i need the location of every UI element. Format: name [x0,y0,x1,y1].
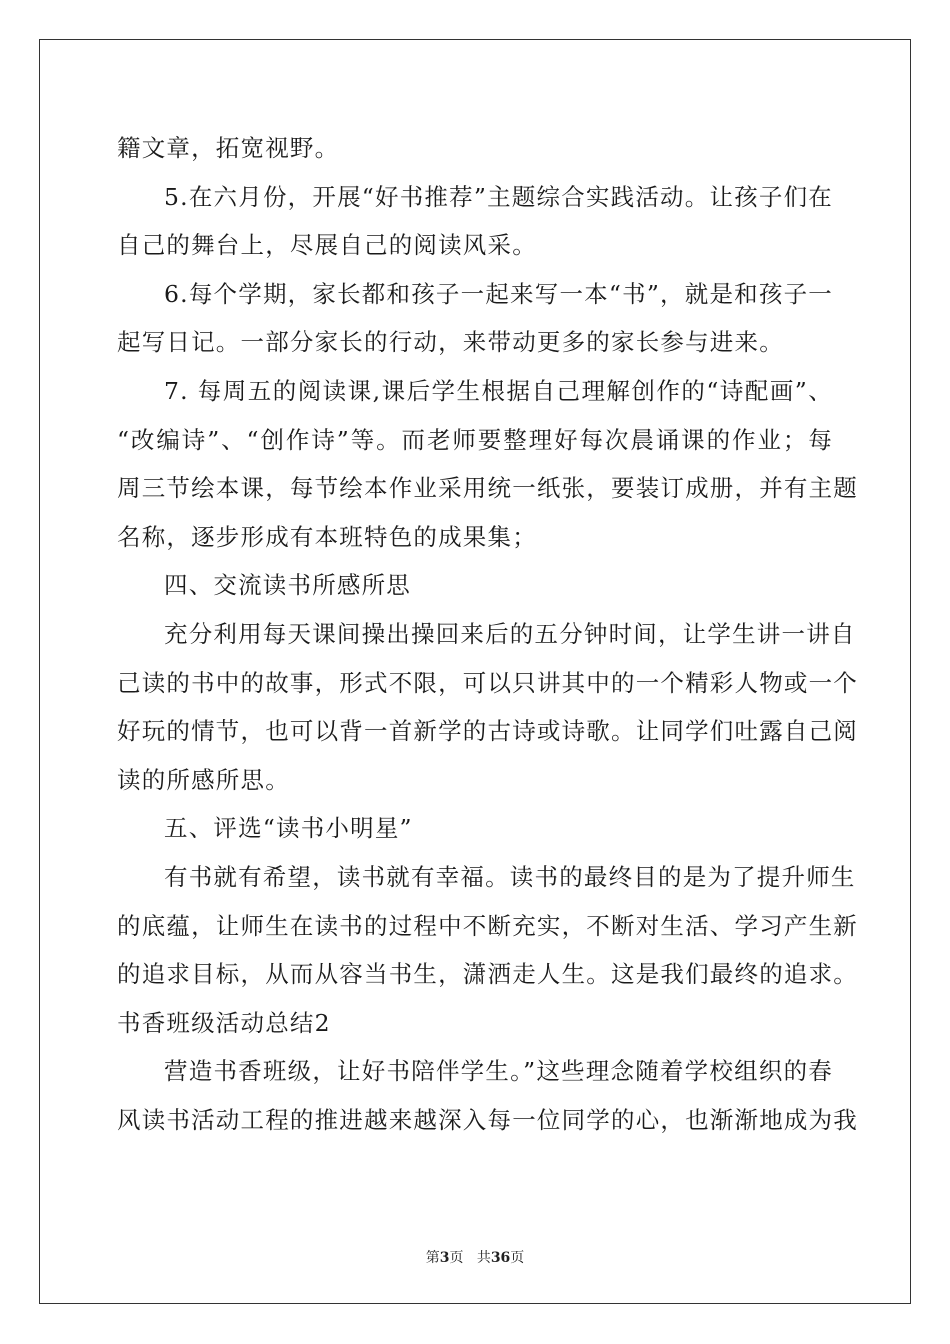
footer-page-suffix: 页 [449,1250,464,1266]
text-line: 好玩的情节，也可以背一首新学的古诗或诗歌。让同学们吐露自己阅 [117,717,858,746]
text-line: “改编诗”、“创作诗”等。而老师要整理好每次晨诵课的作业；每 [117,425,833,454]
text-line: 营造书香班级，让好书陪伴学生。”这些理念随着学校组织的春 [164,1057,833,1086]
page-footer [0,1247,950,1267]
document-title: 书香班级活动总结2 [117,1008,331,1037]
text-line: 的底蕴，让师生在读书的过程中不断充实，不断对生活、学习产生新 [117,911,858,940]
footer-total-prefix: 共 [476,1250,491,1266]
text-line: 5.在六月份，开展“好书推荐”主题综合实践活动。让孩子们在 [164,182,833,211]
text-line: 籍文章，拓宽视野。 [117,134,340,162]
text-line: 有书就有希望，读书就有幸福。读书的最终目的是为了提升师生 [164,862,856,891]
text-line: 名称，逐步形成有本班特色的成果集； [117,522,537,551]
footer-prefix: 第 [425,1250,440,1266]
text-line: 读的所感所思。 [117,765,290,794]
text-line: 充分利用每天课间操出操回来后的五分钟时间，让学生讲一讲自 [164,619,856,648]
text-line: 自己的舞台上，尽展自己的阅读风采。 [117,231,537,260]
text-line: 6.每个学期，家长都和孩子一起来写一本“书”，就是和孩子一 [164,279,833,308]
text-line: 的追求目标，从而从容当书生，潇洒走人生。这是我们最终的追求。 [117,960,858,989]
text-line: 己读的书中的故事，形式不限，可以只讲其中的一个精彩人物或一个 [117,668,858,697]
text-line: 周三节绘本课，每节绘本作业采用统一纸张，要装订成册，并有主题 [117,474,858,503]
current-page-number: 3 [439,1250,450,1266]
text-line: 7. 每周五的阅读课,课后学生根据自己理解创作的“诗配画”、 [164,376,833,405]
section-heading: 五、评选“读书小明星” [164,814,413,843]
document-body [117,124,858,1144]
total-pages-number: 36 [490,1250,511,1266]
text-line: 起写日记。一部分家长的行动，来带动更多的家长参与进来。 [117,328,784,357]
footer-total-suffix: 页 [510,1250,525,1266]
text-line: 风读书活动工程的推进越来越深入每一位同学的心，也渐渐地成为我 [117,1105,858,1134]
section-heading: 四、交流读书所感所思 [164,571,411,600]
